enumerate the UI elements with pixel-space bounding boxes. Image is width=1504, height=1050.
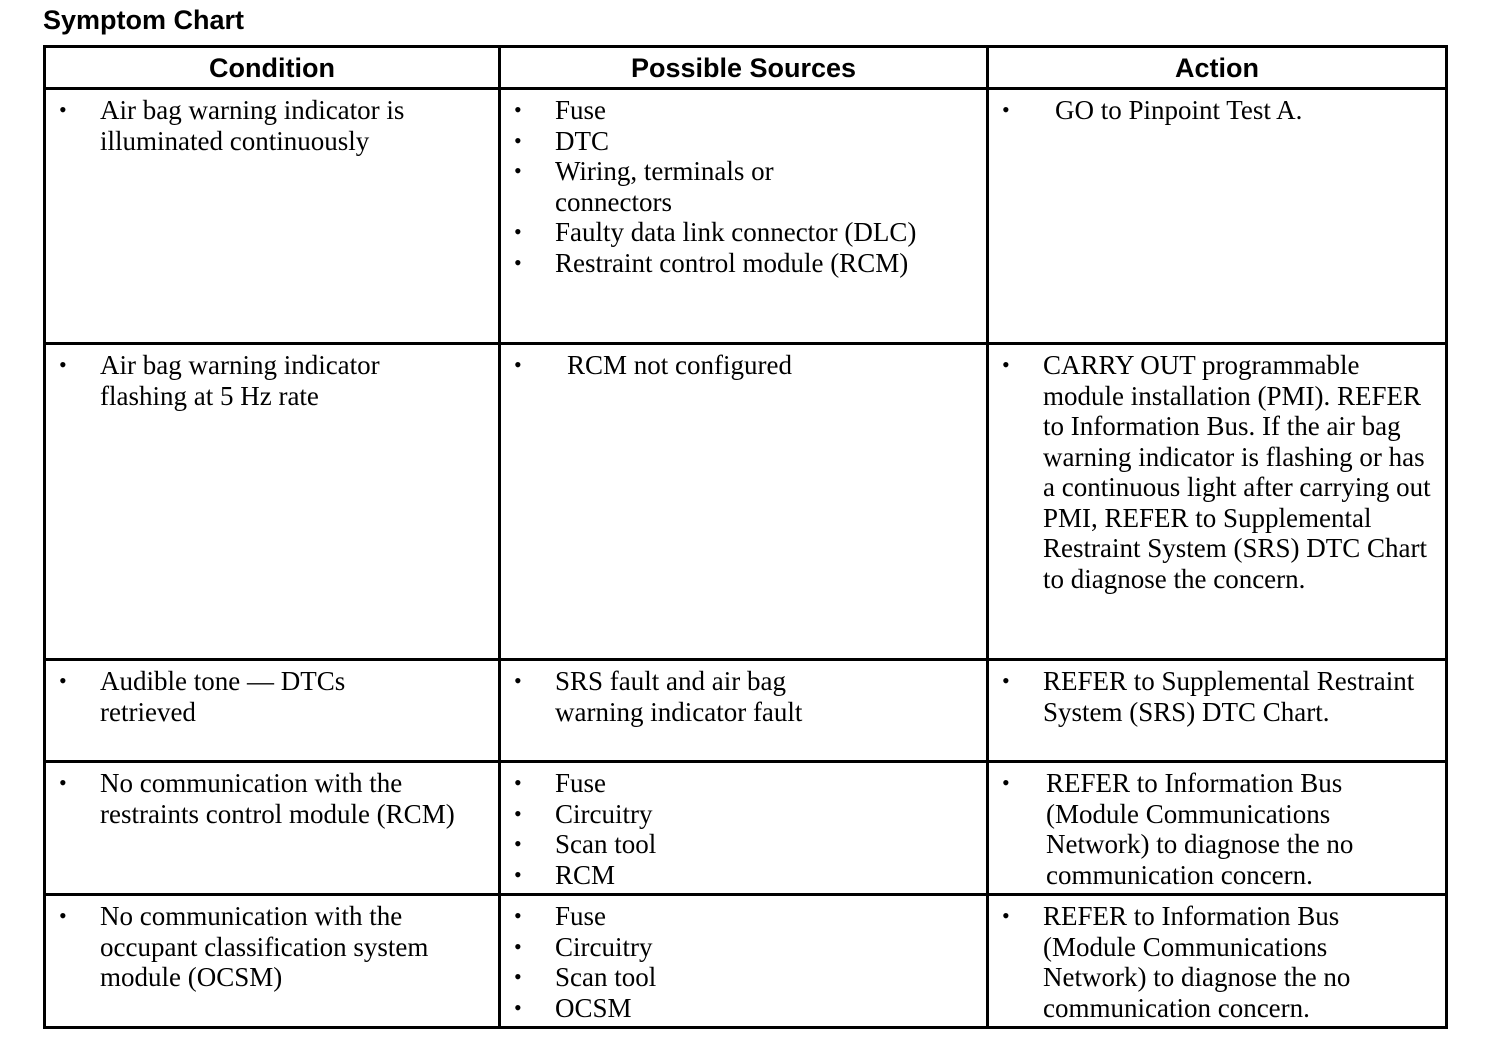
action-text: REFER to Information Bus (Module Communications Network) to diagnose the no communication concern.: [1043, 901, 1351, 1023]
condition-text: Audible tone — DTCs retrieved: [100, 666, 346, 727]
bullet-icon: •: [514, 933, 522, 959]
source-text: Fuse: [555, 901, 607, 931]
list-item: [501, 962, 978, 993]
action-cell: [988, 344, 1447, 660]
action-text: CARRY OUT programmable module installation (PMI). REFER to Information Bus. If the air bag warning indicator is flashing or has a continuous light after carrying out PMI, REFER to Supplemental Restraint System (SRS) DTC Chart to diagnose the concern.: [1043, 350, 1431, 594]
source-text: Circuitry: [555, 798, 653, 829]
list-item: [501, 666, 978, 727]
list-item: [501, 932, 978, 963]
condition-cell: [45, 89, 500, 344]
action-text: REFER to Information Bus (Module Communications Network) to diagnose the no communication concern.: [1046, 768, 1354, 890]
table-row: [45, 895, 1447, 1028]
list-item: [501, 860, 978, 891]
condition-list: [46, 90, 498, 156]
bullet-icon: •: [514, 770, 522, 795]
condition-cell: [45, 762, 500, 895]
source-text: RCM: [555, 859, 616, 890]
table-row: [45, 89, 1447, 344]
list-item: [46, 350, 490, 411]
column-header-action: Action: [988, 47, 1447, 89]
condition-cell: [45, 660, 500, 762]
sources-cell: [500, 762, 988, 895]
bullet-icon: •: [514, 903, 522, 928]
bullet-icon: •: [514, 249, 522, 275]
bullet-icon: •: [1002, 668, 1010, 693]
list-item: [501, 901, 978, 932]
action-list: [989, 345, 1445, 594]
bullet-icon: •: [514, 158, 522, 183]
condition-list: [46, 896, 498, 993]
action-text: REFER to Supplemental Restraint System (SRS) DTC Chart.: [1043, 666, 1415, 727]
source-text: Circuitry: [555, 931, 653, 962]
list-item: [501, 126, 978, 157]
source-text: SRS fault and air bag warning indicator fault: [555, 666, 803, 727]
action-list: [989, 896, 1445, 1023]
action-list: [989, 661, 1445, 727]
bullet-icon: •: [514, 861, 522, 887]
action-text: GO to Pinpoint Test A.: [1055, 95, 1303, 125]
condition-text: Air bag warning indicator flashing at 5 Hz rate: [100, 350, 380, 411]
condition-text: No communication with the occupant classification system module (OCSM): [100, 901, 429, 992]
symptom-table: [43, 45, 1448, 1029]
bullet-icon: •: [514, 127, 522, 153]
list-item: [501, 156, 978, 217]
source-text: Restraint control module (RCM): [555, 247, 909, 278]
condition-text: Air bag warning indicator is illuminated continuously: [100, 95, 405, 156]
bullet-icon: •: [59, 668, 67, 693]
sources-list: [501, 345, 986, 381]
list-item: [989, 901, 1437, 1023]
sources-list: [501, 90, 986, 278]
condition-list: [46, 345, 498, 411]
bullet-icon: •: [514, 352, 522, 377]
list-item: [501, 248, 978, 279]
list-item: [501, 95, 978, 126]
condition-text: No communication with the restraints control module (RCM): [100, 768, 455, 829]
action-cell: [988, 895, 1447, 1028]
table-row: [45, 660, 1447, 762]
list-item: [989, 666, 1437, 727]
list-item: [989, 350, 1437, 594]
list-item: [989, 95, 1437, 126]
list-item: [501, 993, 978, 1024]
page-title: Symptom Chart: [43, 5, 245, 35]
bullet-icon: •: [514, 994, 522, 1020]
source-text: Scan tool: [555, 962, 657, 992]
bullet-icon: •: [59, 770, 67, 795]
action-cell: [988, 660, 1447, 762]
condition-cell: [45, 344, 500, 660]
list-item: [501, 768, 978, 799]
list-item: [501, 350, 978, 381]
condition-list: [46, 661, 498, 727]
bullet-icon: •: [514, 97, 522, 122]
source-text: Faulty data link connector (DLC): [555, 217, 917, 247]
source-text: Fuse: [555, 95, 607, 125]
sources-list: [501, 661, 986, 727]
action-list: [989, 90, 1445, 126]
bullet-icon: •: [514, 964, 522, 989]
source-text: Fuse: [555, 768, 607, 798]
sources-cell: [500, 89, 988, 344]
bullet-icon: •: [59, 903, 67, 928]
source-text: RCM not configured: [567, 350, 792, 380]
column-header-possible-sources: Possible Sources: [500, 47, 988, 89]
action-cell: [988, 762, 1447, 895]
condition-list: [46, 763, 498, 829]
list-item: [501, 217, 978, 248]
sources-cell: [500, 660, 988, 762]
bullet-icon: •: [1002, 352, 1010, 377]
bullet-icon: •: [514, 831, 522, 856]
sources-cell: [500, 344, 988, 660]
bullet-icon: •: [514, 219, 522, 244]
bullet-icon: •: [1002, 903, 1010, 928]
list-item: [46, 666, 490, 727]
sources-cell: [500, 895, 988, 1028]
list-item: [46, 95, 490, 156]
bullet-icon: •: [1002, 97, 1010, 122]
table-row: [45, 344, 1447, 660]
bullet-icon: •: [1002, 770, 1010, 795]
bullet-icon: •: [514, 800, 522, 826]
column-header-condition: Condition: [45, 47, 500, 89]
bullet-icon: •: [514, 668, 522, 693]
header-row: [45, 47, 1447, 89]
action-list: [989, 763, 1445, 890]
bullet-icon: •: [59, 97, 67, 122]
action-cell: [988, 89, 1447, 344]
condition-cell: [45, 895, 500, 1028]
sources-list: [501, 896, 986, 1023]
source-text: DTC: [555, 125, 609, 156]
table-row: [45, 762, 1447, 895]
list-item: [501, 799, 978, 830]
source-text: Wiring, terminals or connectors: [555, 156, 774, 217]
bullet-icon: •: [59, 352, 67, 377]
list-item: [501, 829, 978, 860]
sources-list: [501, 763, 986, 890]
list-item: [989, 768, 1437, 890]
source-text: OCSM: [555, 992, 632, 1023]
source-text: Scan tool: [555, 829, 657, 859]
list-item: [46, 768, 490, 829]
list-item: [46, 901, 490, 993]
